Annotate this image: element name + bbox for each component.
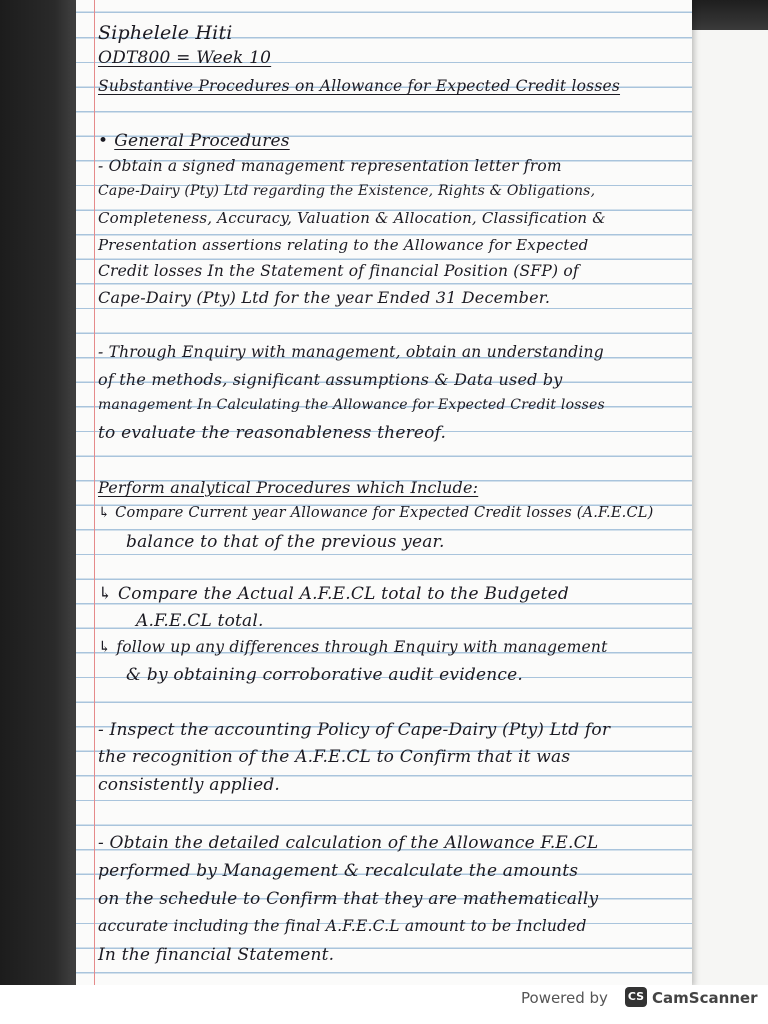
general-p2-line: of the methods, significant assumptions & Data used by <box>98 370 563 389</box>
powered-by-label: Powered by <box>521 989 608 1007</box>
analytical-item-line: ↳ Compare the Actual A.F.E.CL total to the Budgeted <box>98 584 569 604</box>
page-title: Substantive Procedures on Allowance for Expected Credit losses <box>98 77 621 95</box>
analytical-item-line: ↳ Compare Current year Allowance for Expected Credit losses (A.F.E.CL) <box>98 505 654 521</box>
desk-background <box>0 0 78 1024</box>
general-p1-line: Completeness, Accuracy, Valuation & Allocation, Classification & <box>98 209 606 227</box>
calc-line: performed by Management & recalculate the amounts <box>98 861 579 881</box>
general-p1-line: Presentation assertions relating to the Allowance for Expected <box>98 236 589 254</box>
general-p1-line: Cape-Dairy (Pty) Ltd for the year Ended 31 December. <box>98 288 551 307</box>
general-p1-line: - Obtain a signed management representation letter from <box>98 157 562 175</box>
general-heading-text: General Procedures <box>114 131 290 151</box>
camscanner-brand: CamScanner <box>652 989 758 1007</box>
general-p1-line: Cape-Dairy (Pty) Ltd regarding the Existence, Rights & Obligations, <box>98 183 596 199</box>
analytical-item-line: ↳ follow up any differences through Enquiry with management <box>98 638 608 656</box>
margin-line <box>94 0 95 985</box>
general-heading <box>98 131 290 151</box>
calc-line: - Obtain the detailed calculation of the Allowance F.E.CL <box>98 833 599 853</box>
general-p2-line: management In Calculating the Allowance for Expected Credit losses <box>98 397 605 413</box>
analytical-heading: Perform analytical Procedures which Include: <box>98 478 479 497</box>
general-p2-line: - Through Enquiry with management, obtain an understanding <box>98 343 604 361</box>
course-week: ODT800 = Week 10 <box>98 48 272 68</box>
analytical-item-line: A.F.E.CL total. <box>136 611 264 631</box>
policy-line: the recognition of the A.F.E.CL to Confirm that it was <box>98 747 571 767</box>
student-name: Siphelele Hiti <box>98 22 233 44</box>
calc-line: In the financial Statement. <box>98 945 335 965</box>
bullet-dot: • <box>98 131 109 151</box>
analytical-item-line: & by obtaining corroborative audit evidence. <box>126 665 523 685</box>
general-p1-line: Credit losses In the Statement of financial Position (SFP) of <box>98 262 579 280</box>
general-p2-line: to evaluate the reasonableness thereof. <box>98 423 447 443</box>
policy-line: - Inspect the accounting Policy of Cape-Dairy (Pty) Ltd for <box>98 720 611 740</box>
calc-line: accurate including the final A.F.E.C.L amount to be Included <box>98 917 587 935</box>
analytical-item-line: balance to that of the previous year. <box>126 532 445 552</box>
camscanner-logo-icon: CS <box>625 987 647 1007</box>
calc-line: on the schedule to Confirm that they are mathematically <box>98 889 599 909</box>
policy-line: consistently applied. <box>98 775 281 795</box>
notebook-page <box>76 0 692 985</box>
